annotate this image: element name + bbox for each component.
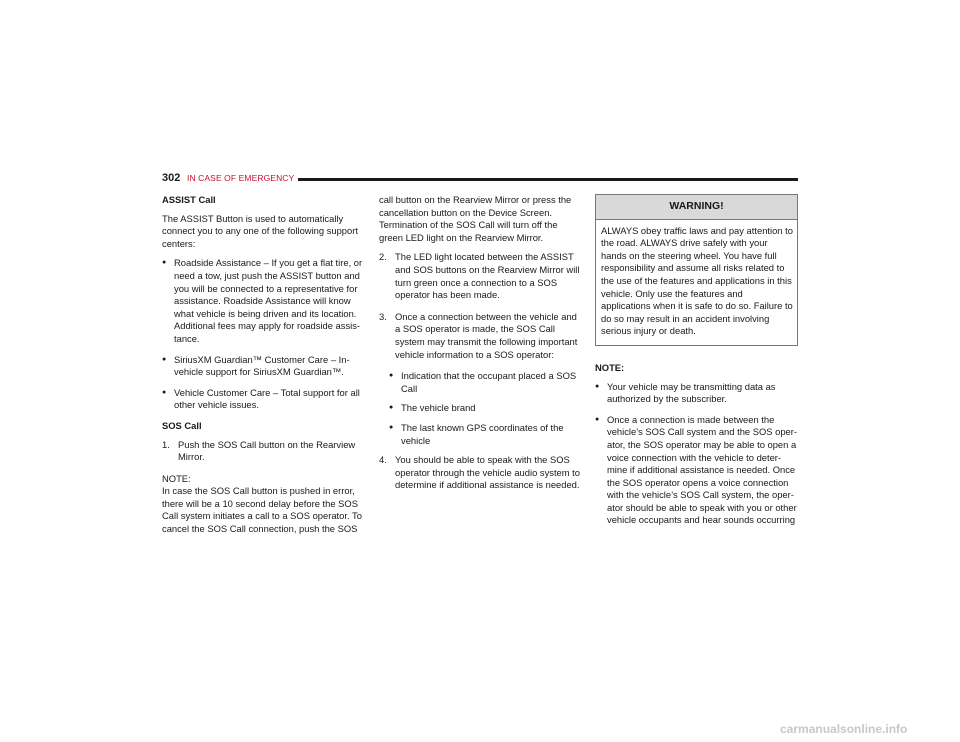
watermark: carmanualsonline.info (780, 722, 908, 736)
header-rule (298, 178, 798, 181)
section-title: IN CASE OF EMERGENCY (187, 173, 295, 183)
bullet-siriusxm-guardian: ● SiriusXM Guardian™ Customer Care – In-vehicle support for SiriusXM Guardian™. (162, 354, 366, 379)
assist-intro: The ASSIST Button is used to automatically connect you to any one of the following support centers: (162, 212, 358, 249)
note-continuation: call button on the Rearview Mirror or press the cancellation button on the Device Screen. Termination of the SOS Call will turn off the green LED light on the Rearview Mirror. (379, 194, 572, 243)
bullet-roadside-assistance: ● Roadside Assistance – If you get a flat tire, or need a tow, just push the ASSIST button and you will be connected to a representative for assistance. Roadside Assistance will know what vehicle is being driven and its location. Additional fees may apply for roadside assis-tance. (162, 257, 366, 345)
page-number: 302 (162, 172, 181, 184)
column-middle (379, 194, 583, 501)
step-4 (379, 454, 583, 492)
sos-call-heading: SOS Call (162, 419, 202, 431)
warning-text: ALWAYS obey traffic laws and pay attention to the road. ALWAYS drive safely with your hands on the steering wheel. You have full responsibility and assume all risks related to the use of the features and applications in this vehicle. Only use the features and applications when it is safe to do so. Failure to do so may result in an accident involving serious injury or death. (601, 224, 793, 337)
column-right (595, 194, 798, 535)
note-label: NOTE: (162, 472, 191, 484)
step-1-text: Push the SOS Call button on the Rearview Mirror. (178, 438, 356, 463)
step-1 (162, 439, 366, 464)
step-1-number: 1. (162, 438, 170, 450)
note-label-right: NOTE: (595, 361, 625, 373)
step-3-text: Once a connection between the vehicle and a SOS operator is made, the SOS Call system may transmit the following important vehicle information to a SOS operator: (395, 310, 578, 360)
sub-bullet-occupant-call: ● Indication that the occupant placed a SOS Call (389, 370, 583, 395)
sub-bullet-vehicle-brand: ● The vehicle brand (389, 402, 583, 415)
warning-title: WARNING! (596, 195, 797, 220)
step-4-number: 4. (379, 454, 387, 466)
column-left (162, 194, 366, 536)
step-2-text: The LED light located between the ASSIST and SOS buttons on the Rearview Mirror will turn green once a connection to a SOS operator has been made. (395, 251, 580, 301)
step-3-number: 3. (379, 310, 387, 322)
page-header (162, 172, 798, 186)
bullet-voice-connection: ● Once a connection is made between the vehicle’s SOS Call system and the SOS oper-ator, the SOS operator may be able to open a voice connection with the vehicle to deter-mine if additional assistance is needed. Once the SOS operator opens a voice connection with the vehicle’s SOS Call system, the oper-ator should be able to speak with you or other vehicle occupants and hear sounds occurring (595, 414, 798, 527)
step-2-number: 2. (379, 251, 387, 263)
assist-call-heading: ASSIST Call (162, 194, 216, 205)
sub-bullet-gps-coordinates: ● The last known GPS coordinates of the vehicle (389, 422, 583, 447)
bullet-vehicle-customer-care: ● Vehicle Customer Care – Total support for all other vehicle issues. (162, 387, 366, 412)
step-4-text: You should be able to speak with the SOS operator through the vehicle audio system to determine if additional assistance is needed. (395, 454, 581, 491)
step-2 (379, 251, 583, 301)
warning-box (595, 194, 798, 346)
step-3 (379, 311, 583, 361)
bullet-transmitting-data: ● Your vehicle may be transmitting data as authorized by the subscriber. (595, 381, 798, 406)
note-text: In case the SOS Call button is pushed in error, there will be a 10 second delay before the SOS Call system initiates a call to a SOS operator. To cancel the SOS Call connection, push the SOS (162, 485, 362, 535)
